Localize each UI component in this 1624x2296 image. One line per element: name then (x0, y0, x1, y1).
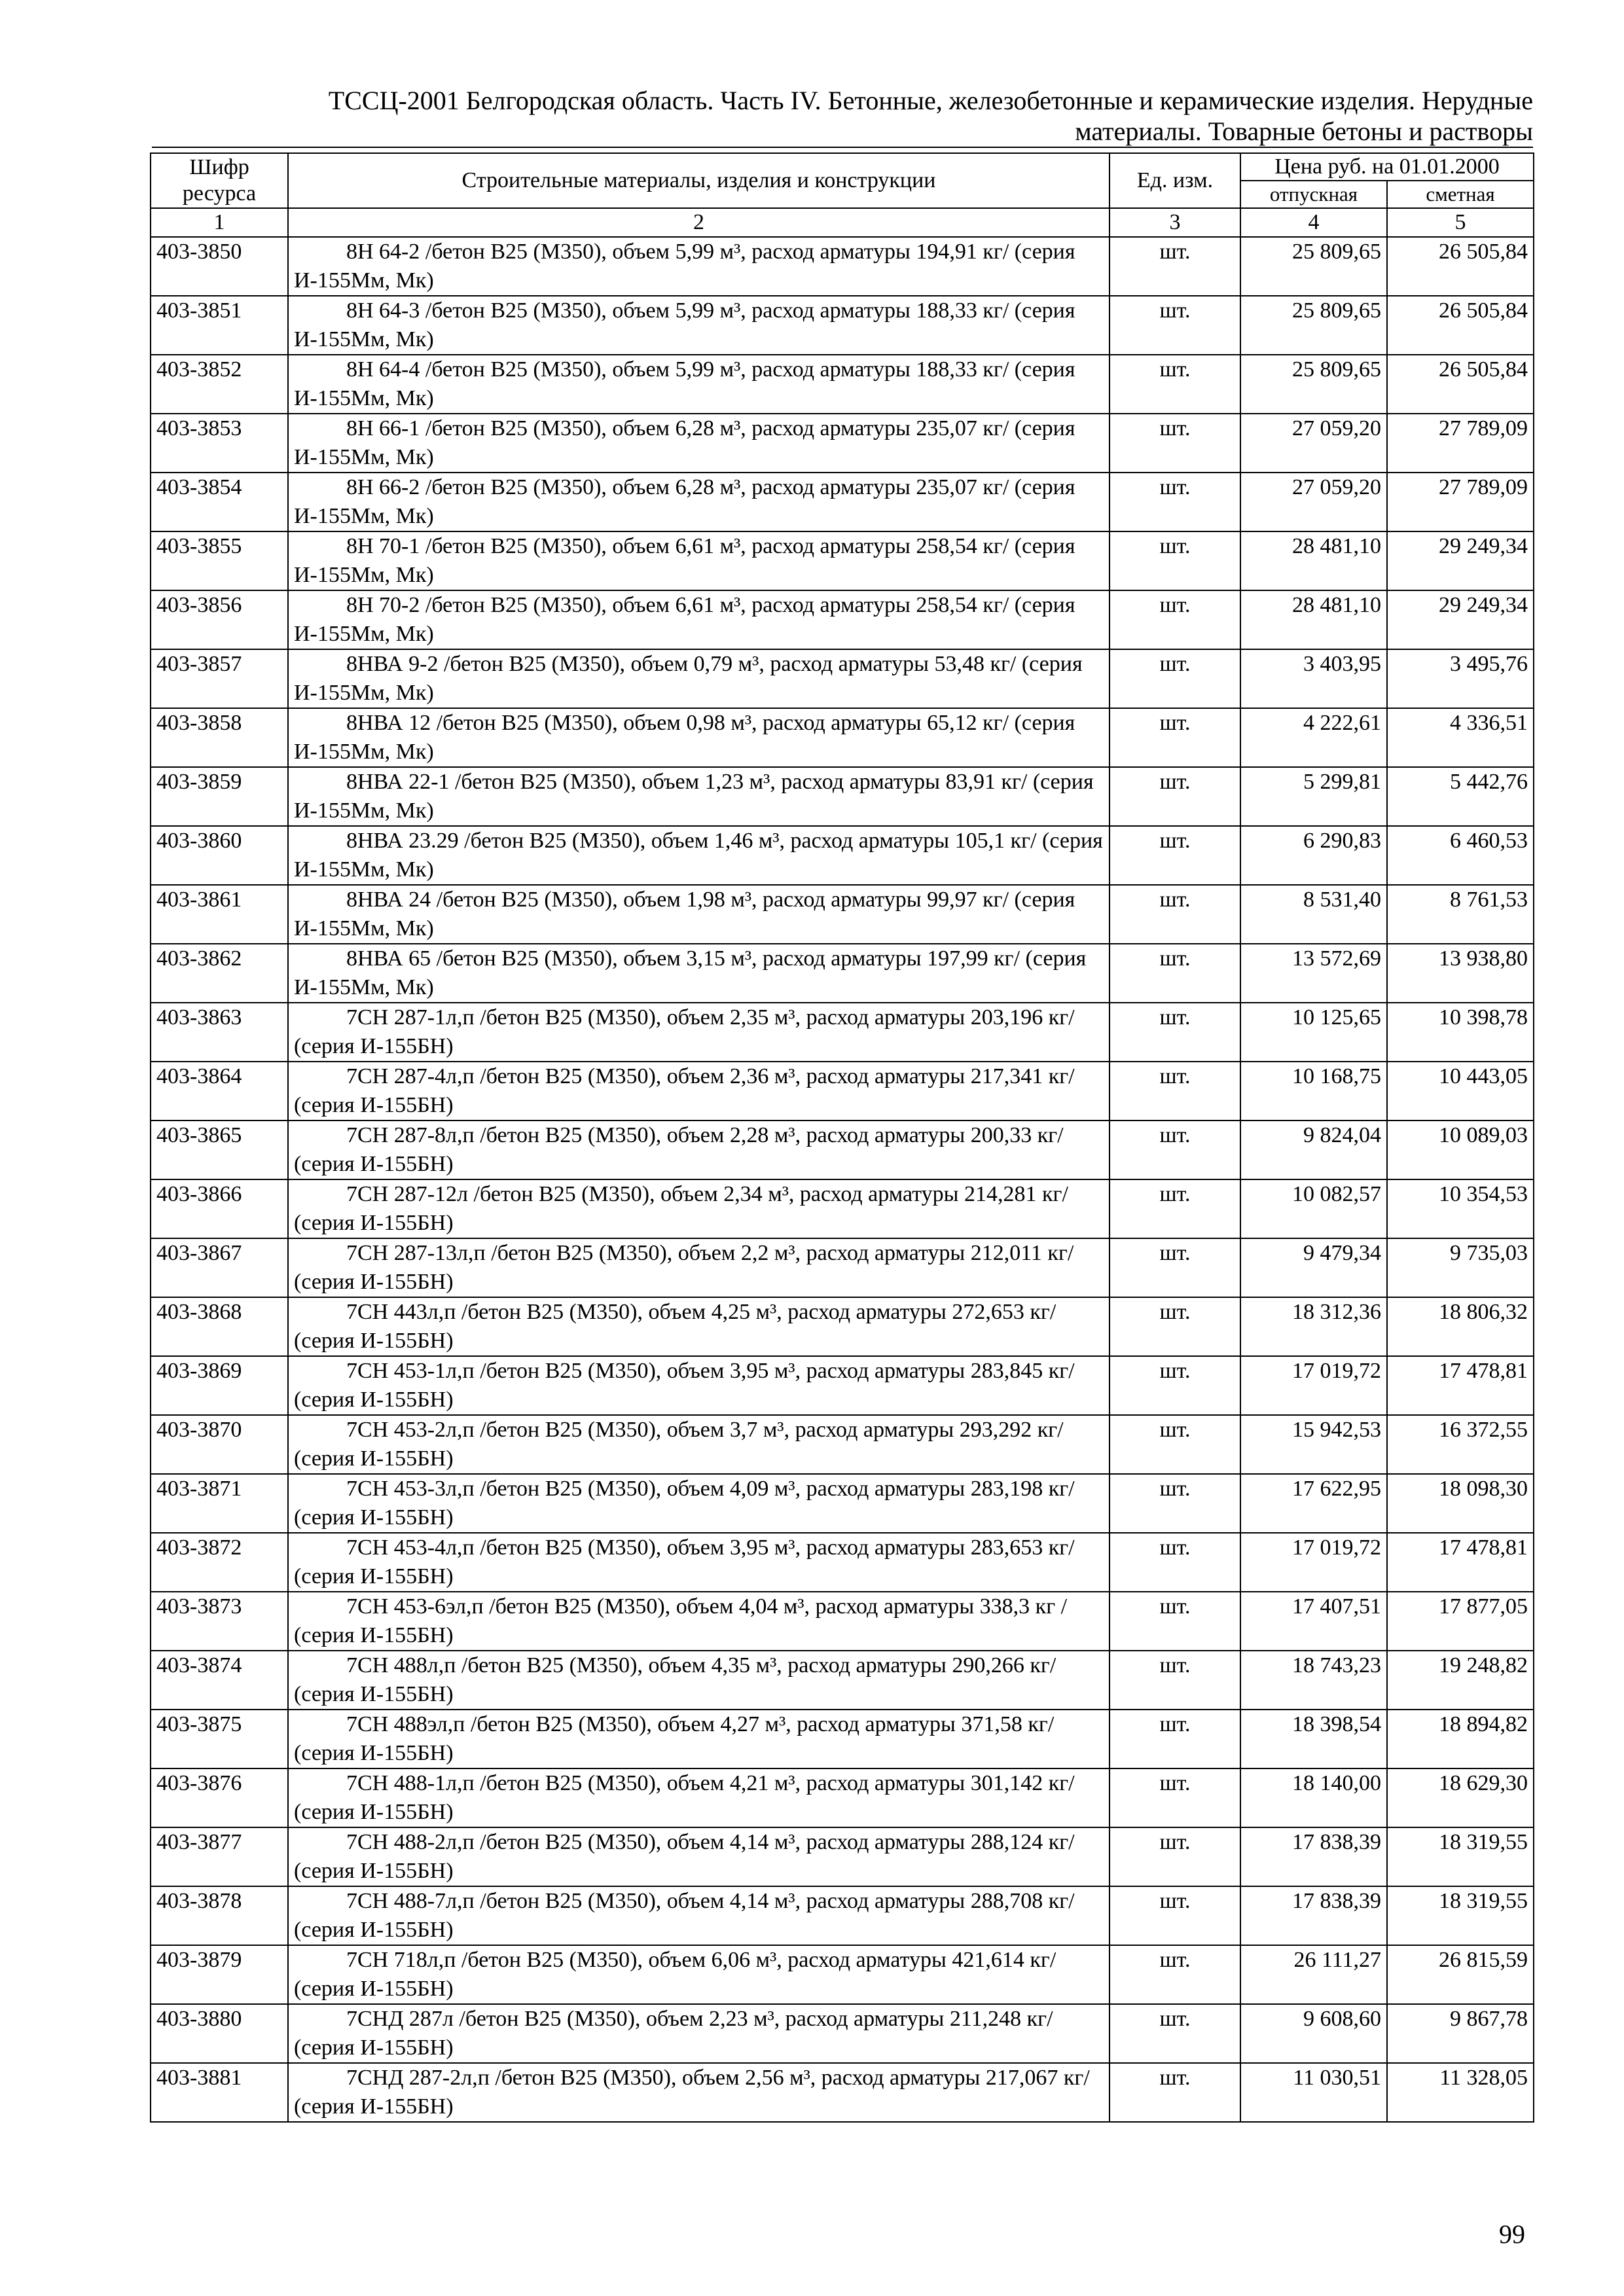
material-name-text: 8Н 64-3 /бетон В25 (М350), объем 5,99 м³, расход арматуры 188,33 кг/ (серия И-155Мм, Мк) (294, 298, 1075, 351)
col-header-code: Шифр ресурса (151, 153, 288, 208)
table-row (151, 826, 1534, 885)
release-price-cell: 17 838,39 (1240, 1886, 1387, 1945)
resource-code-cell: 403-3871 (151, 1474, 288, 1533)
release-price-cell: 17 407,51 (1240, 1592, 1387, 1651)
resource-code-cell: 403-3852 (151, 355, 288, 414)
table-row (151, 355, 1534, 414)
table-row (151, 649, 1534, 708)
release-price-cell: 27 059,20 (1240, 414, 1387, 473)
unit-cell: шт. (1110, 237, 1240, 296)
material-name-text: 7СН 488-7л,п /бетон В25 (М350), объем 4,14 м³, расход арматуры 288,708 кг/ (серия И-155БН) (294, 1889, 1075, 1942)
material-name-text: 7СН 287-13л,п /бетон В25 (М350), объем 2,2 м³, расход арматуры 212,011 кг/ (серия И-155БН) (294, 1241, 1074, 1294)
release-price-cell: 10 168,75 (1240, 1062, 1387, 1121)
material-name-text: 7СН 453-6эл,п /бетон В25 (М350), объем 4,04 м³, расход арматуры 338,3 кг / (серия И-155БН) (294, 1594, 1068, 1647)
resource-code-cell: 403-3863 (151, 1003, 288, 1062)
column-number-row (151, 208, 1534, 237)
table-row (151, 944, 1534, 1003)
release-price-cell: 9 479,34 (1240, 1238, 1387, 1297)
estimate-price-cell: 26 815,59 (1387, 1945, 1534, 2004)
unit-cell: шт. (1110, 296, 1240, 355)
col-number: 4 (1240, 208, 1387, 237)
col-number: 3 (1110, 208, 1240, 237)
material-name-cell (288, 237, 1110, 296)
resource-code-cell: 403-3862 (151, 944, 288, 1003)
material-name-text: 7СН 488л,п /бетон В25 (М350), объем 4,35 м³, расход арматуры 290,266 кг/ (серия И-155БН) (294, 1653, 1056, 1706)
release-price-cell: 3 403,95 (1240, 649, 1387, 708)
material-name-text: 8НВА 9-2 /бетон В25 (М350), объем 0,79 м³, расход арматуры 53,48 кг/ (серия И-155Мм, Мк) (294, 652, 1083, 705)
resource-code-cell: 403-3860 (151, 826, 288, 885)
release-price-cell: 18 743,23 (1240, 1651, 1387, 1710)
resource-code-cell: 403-3881 (151, 2063, 288, 2122)
table-row (151, 237, 1534, 296)
estimate-price-cell: 29 249,34 (1387, 590, 1534, 649)
unit-cell: шт. (1110, 1121, 1240, 1179)
material-name-cell (288, 296, 1110, 355)
resource-code-cell: 403-3874 (151, 1651, 288, 1710)
material-name-text: 7СН 453-1л,п /бетон В25 (М350), объем 3,95 м³, расход арматуры 283,845 кг/ (серия И-155БН) (294, 1359, 1075, 1412)
estimate-price-cell: 17 478,81 (1387, 1533, 1534, 1592)
table-body (151, 237, 1534, 2122)
unit-cell: шт. (1110, 531, 1240, 590)
estimate-price-cell: 6 460,53 (1387, 826, 1534, 885)
resource-code-cell: 403-3870 (151, 1415, 288, 1474)
material-name-text: 8Н 70-1 /бетон В25 (М350), объем 6,61 м³, расход арматуры 258,54 кг/ (серия И-155Мм, Мк) (294, 534, 1075, 587)
unit-cell: шт. (1110, 1474, 1240, 1533)
table-row (151, 531, 1534, 590)
unit-cell: шт. (1110, 826, 1240, 885)
material-name-text: 8НВА 23.29 /бетон В25 (М350), объем 1,46 м³, расход арматуры 105,1 кг/ (серия И-155Мм, Мк) (294, 829, 1103, 882)
material-name-text: 7СН 287-8л,п /бетон В25 (М350), объем 2,28 м³, расход арматуры 200,33 кг/ (серия И-155БН) (294, 1123, 1064, 1176)
material-name-cell (288, 473, 1110, 531)
estimate-price-cell: 18 629,30 (1387, 1768, 1534, 1827)
estimate-price-cell: 10 443,05 (1387, 1062, 1534, 1121)
material-name-text: 8НВА 22-1 /бетон В25 (М350), объем 1,23 м³, расход арматуры 83,91 кг/ (серия И-155Мм, Мк) (294, 770, 1094, 823)
estimate-price-cell: 17 877,05 (1387, 1592, 1534, 1651)
material-name-cell (288, 1710, 1110, 1768)
material-name-text: 7СН 488эл,п /бетон В25 (М350), объем 4,27 м³, расход арматуры 371,58 кг/ (серия И-155БН) (294, 1712, 1055, 1765)
resource-code-cell: 403-3853 (151, 414, 288, 473)
resource-code-cell: 403-3851 (151, 296, 288, 355)
table-row (151, 2063, 1534, 2122)
estimate-price-cell: 16 372,55 (1387, 1415, 1534, 1474)
table-row (151, 1768, 1534, 1827)
estimate-price-cell: 26 505,84 (1387, 237, 1534, 296)
resource-code-cell: 403-3855 (151, 531, 288, 590)
material-name-cell (288, 1356, 1110, 1415)
table-row (151, 1062, 1534, 1121)
unit-cell: шт. (1110, 2004, 1240, 2063)
unit-cell: шт. (1110, 1238, 1240, 1297)
price-table (150, 152, 1534, 2123)
material-name-cell (288, 1945, 1110, 2004)
col-header-unit: Ед. изм. (1110, 153, 1240, 208)
table-row (151, 1592, 1534, 1651)
material-name-text: 7СН 488-1л,п /бетон В25 (М350), объем 4,21 м³, расход арматуры 301,142 кг/ (серия И-155БН) (294, 1771, 1075, 1824)
estimate-price-cell: 10 398,78 (1387, 1003, 1534, 1062)
estimate-price-cell: 9 735,03 (1387, 1238, 1534, 1297)
resource-code-cell: 403-3879 (151, 1945, 288, 2004)
header-line-1: ТССЦ-2001 Белгородская область. Часть IV. Бетонные, железобетонные и керамические изделия. Нерудные (328, 86, 1533, 115)
release-price-cell: 10 082,57 (1240, 1179, 1387, 1238)
resource-code-cell: 403-3859 (151, 767, 288, 826)
material-name-cell (288, 1827, 1110, 1886)
table-row (151, 1179, 1534, 1238)
release-price-cell: 28 481,10 (1240, 531, 1387, 590)
material-name-text: 8Н 66-2 /бетон В25 (М350), объем 6,28 м³, расход арматуры 235,07 кг/ (серия И-155Мм, Мк) (294, 475, 1075, 528)
estimate-price-cell: 18 894,82 (1387, 1710, 1534, 1768)
release-price-cell: 9 824,04 (1240, 1121, 1387, 1179)
release-price-cell: 4 222,61 (1240, 708, 1387, 767)
resource-code-cell: 403-3876 (151, 1768, 288, 1827)
release-price-cell: 9 608,60 (1240, 2004, 1387, 2063)
col-header-price-group: Цена руб. на 01.01.2000 (1240, 153, 1534, 181)
resource-code-cell: 403-3880 (151, 2004, 288, 2063)
unit-cell: шт. (1110, 1592, 1240, 1651)
resource-code-cell: 403-3850 (151, 237, 288, 296)
material-name-cell (288, 826, 1110, 885)
release-price-cell: 17 019,72 (1240, 1533, 1387, 1592)
material-name-cell (288, 1121, 1110, 1179)
material-name-text: 7СН 453-3л,п /бетон В25 (М350), объем 4,09 м³, расход арматуры 283,198 кг/ (серия И-155БН) (294, 1477, 1075, 1530)
material-name-text: 7СН 287-1л,п /бетон В25 (М350), объем 2,35 м³, расход арматуры 203,196 кг/ (серия И-155БН) (294, 1005, 1075, 1058)
unit-cell: шт. (1110, 473, 1240, 531)
resource-code-cell: 403-3878 (151, 1886, 288, 1945)
material-name-text: 8НВА 65 /бетон В25 (М350), объем 3,15 м³, расход арматуры 197,99 кг/ (серия И-155Мм, Мк) (294, 946, 1087, 999)
table-header (151, 153, 1534, 237)
unit-cell: шт. (1110, 1827, 1240, 1886)
material-name-text: 7СН 488-2л,п /бетон В25 (М350), объем 4,14 м³, расход арматуры 288,124 кг/ (серия И-155БН) (294, 1830, 1075, 1883)
release-price-cell: 25 809,65 (1240, 296, 1387, 355)
estimate-price-cell: 8 761,53 (1387, 885, 1534, 944)
material-name-text: 7СНД 287л /бетон В25 (М350), объем 2,23 м³, расход арматуры 211,248 кг/ (серия И-155БН) (294, 2007, 1053, 2060)
release-price-cell: 11 030,51 (1240, 2063, 1387, 2122)
resource-code-cell: 403-3877 (151, 1827, 288, 1886)
table-row (151, 1238, 1534, 1297)
table-row (151, 1945, 1534, 2004)
release-price-cell: 25 809,65 (1240, 355, 1387, 414)
material-name-text: 8Н 64-4 /бетон В25 (М350), объем 5,99 м³, расход арматуры 188,33 кг/ (серия И-155Мм, Мк) (294, 357, 1075, 410)
resource-code-cell: 403-3875 (151, 1710, 288, 1768)
unit-cell: шт. (1110, 414, 1240, 473)
resource-code-cell: 403-3865 (151, 1121, 288, 1179)
estimate-price-cell: 11 328,05 (1387, 2063, 1534, 2122)
estimate-price-cell: 10 089,03 (1387, 1121, 1534, 1179)
material-name-text: 7СН 453-2л,п /бетон В25 (М350), объем 3,7 м³, расход арматуры 293,292 кг/ (серия И-155БН) (294, 1418, 1064, 1471)
material-name-cell (288, 1297, 1110, 1356)
table-row (151, 296, 1534, 355)
material-name-text: 8Н 66-1 /бетон В25 (М350), объем 6,28 м³, расход арматуры 235,07 кг/ (серия И-155Мм, Мк) (294, 416, 1075, 469)
material-name-cell (288, 2004, 1110, 2063)
material-name-cell (288, 590, 1110, 649)
material-name-cell (288, 1062, 1110, 1121)
col-header-name: Строительные материалы, изделия и конструкции (288, 153, 1110, 208)
table-row (151, 1710, 1534, 1768)
release-price-cell: 25 809,65 (1240, 237, 1387, 296)
release-price-cell: 17 838,39 (1240, 1827, 1387, 1886)
material-name-cell (288, 1768, 1110, 1827)
estimate-price-cell: 27 789,09 (1387, 473, 1534, 531)
table-row (151, 590, 1534, 649)
estimate-price-cell: 10 354,53 (1387, 1179, 1534, 1238)
material-name-text: 8Н 70-2 /бетон В25 (М350), объем 6,61 м³, расход арматуры 258,54 кг/ (серия И-155Мм, Мк) (294, 593, 1075, 646)
header-line-2: материалы. Товарные бетоны и растворы (1075, 117, 1533, 146)
estimate-price-cell: 29 249,34 (1387, 531, 1534, 590)
material-name-cell (288, 885, 1110, 944)
unit-cell: шт. (1110, 1297, 1240, 1356)
material-name-text: 8НВА 12 /бетон В25 (М350), объем 0,98 м³, расход арматуры 65,12 кг/ (серия И-155Мм, Мк) (294, 711, 1075, 764)
release-price-cell: 10 125,65 (1240, 1003, 1387, 1062)
resource-code-cell: 403-3868 (151, 1297, 288, 1356)
estimate-price-cell: 3 495,76 (1387, 649, 1534, 708)
material-name-text: 7СН 287-4л,п /бетон В25 (М350), объем 2,36 м³, расход арматуры 217,341 кг/ (серия И-155БН) (294, 1064, 1075, 1117)
table-row (151, 414, 1534, 473)
estimate-price-cell: 18 806,32 (1387, 1297, 1534, 1356)
material-name-text: 7СН 287-12л /бетон В25 (М350), объем 2,34 м³, расход арматуры 214,281 кг/ (серия И-155БН) (294, 1182, 1068, 1235)
material-name-cell (288, 1651, 1110, 1710)
material-name-cell (288, 767, 1110, 826)
table-row (151, 767, 1534, 826)
estimate-price-cell: 13 938,80 (1387, 944, 1534, 1003)
material-name-cell (288, 414, 1110, 473)
table-row (151, 708, 1534, 767)
unit-cell: шт. (1110, 708, 1240, 767)
document-header (152, 85, 1533, 148)
unit-cell: шт. (1110, 1651, 1240, 1710)
col-number: 2 (288, 208, 1110, 237)
table-row (151, 473, 1534, 531)
release-price-cell: 5 299,81 (1240, 767, 1387, 826)
unit-cell: шт. (1110, 649, 1240, 708)
release-price-cell: 18 140,00 (1240, 1768, 1387, 1827)
unit-cell: шт. (1110, 1356, 1240, 1415)
material-name-cell (288, 708, 1110, 767)
material-name-text: 7СН 718л,п /бетон В25 (М350), объем 6,06 м³, расход арматуры 421,614 кг/ (серия И-155БН) (294, 1948, 1056, 2001)
table-row (151, 1003, 1534, 1062)
resource-code-cell: 403-3854 (151, 473, 288, 531)
resource-code-cell: 403-3857 (151, 649, 288, 708)
estimate-price-cell: 4 336,51 (1387, 708, 1534, 767)
unit-cell: шт. (1110, 1768, 1240, 1827)
material-name-cell (288, 649, 1110, 708)
table-row (151, 2004, 1534, 2063)
unit-cell: шт. (1110, 1003, 1240, 1062)
material-name-text: 8НВА 24 /бетон В25 (М350), объем 1,98 м³, расход арматуры 99,97 кг/ (серия И-155Мм, Мк) (294, 888, 1075, 941)
resource-code-cell: 403-3858 (151, 708, 288, 767)
table-row (151, 1651, 1534, 1710)
material-name-cell (288, 2063, 1110, 2122)
estimate-price-cell: 18 098,30 (1387, 1474, 1534, 1533)
unit-cell: шт. (1110, 1945, 1240, 2004)
material-name-cell (288, 355, 1110, 414)
estimate-price-cell: 27 789,09 (1387, 414, 1534, 473)
resource-code-cell: 403-3856 (151, 590, 288, 649)
material-name-text: 8Н 64-2 /бетон В25 (М350), объем 5,99 м³, расход арматуры 194,91 кг/ (серия И-155Мм, Мк) (294, 240, 1075, 293)
table-row (151, 1886, 1534, 1945)
material-name-cell (288, 1886, 1110, 1945)
unit-cell: шт. (1110, 1886, 1240, 1945)
unit-cell: шт. (1110, 1710, 1240, 1768)
table-row (151, 1533, 1534, 1592)
estimate-price-cell: 9 867,78 (1387, 2004, 1534, 2063)
unit-cell: шт. (1110, 1062, 1240, 1121)
material-name-cell (288, 1415, 1110, 1474)
release-price-cell: 17 622,95 (1240, 1474, 1387, 1533)
material-name-cell (288, 1533, 1110, 1592)
release-price-cell: 18 312,36 (1240, 1297, 1387, 1356)
unit-cell: шт. (1110, 355, 1240, 414)
material-name-cell (288, 1592, 1110, 1651)
resource-code-cell: 403-3867 (151, 1238, 288, 1297)
resource-code-cell: 403-3866 (151, 1179, 288, 1238)
material-name-cell (288, 531, 1110, 590)
unit-cell: шт. (1110, 944, 1240, 1003)
table-row (151, 1356, 1534, 1415)
col-header-estimate: сметная (1387, 181, 1534, 208)
unit-cell: шт. (1110, 1179, 1240, 1238)
release-price-cell: 15 942,53 (1240, 1415, 1387, 1474)
estimate-price-cell: 17 478,81 (1387, 1356, 1534, 1415)
material-name-cell (288, 1003, 1110, 1062)
col-number: 5 (1387, 208, 1534, 237)
resource-code-cell: 403-3861 (151, 885, 288, 944)
page-number: 99 (1499, 2219, 1525, 2249)
estimate-price-cell: 18 319,55 (1387, 1827, 1534, 1886)
release-price-cell: 27 059,20 (1240, 473, 1387, 531)
table-row (151, 1474, 1534, 1533)
material-name-cell (288, 1474, 1110, 1533)
table-row (151, 1121, 1534, 1179)
material-name-text: 7СН 443л,п /бетон В25 (М350), объем 4,25 м³, расход арматуры 272,653 кг/ (серия И-155БН) (294, 1300, 1056, 1353)
col-header-release: отпускная (1240, 181, 1387, 208)
material-name-text: 7СН 453-4л,п /бетон В25 (М350), объем 3,95 м³, расход арматуры 283,653 кг/ (серия И-155БН) (294, 1535, 1075, 1588)
resource-code-cell: 403-3869 (151, 1356, 288, 1415)
estimate-price-cell: 26 505,84 (1387, 296, 1534, 355)
release-price-cell: 6 290,83 (1240, 826, 1387, 885)
resource-code-cell: 403-3864 (151, 1062, 288, 1121)
table-row (151, 1297, 1534, 1356)
unit-cell: шт. (1110, 885, 1240, 944)
unit-cell: шт. (1110, 767, 1240, 826)
release-price-cell: 18 398,54 (1240, 1710, 1387, 1768)
release-price-cell: 26 111,27 (1240, 1945, 1387, 2004)
table-row (151, 1415, 1534, 1474)
estimate-price-cell: 18 319,55 (1387, 1886, 1534, 1945)
material-name-cell (288, 1238, 1110, 1297)
table-row (151, 885, 1534, 944)
resource-code-cell: 403-3873 (151, 1592, 288, 1651)
release-price-cell: 17 019,72 (1240, 1356, 1387, 1415)
material-name-cell (288, 944, 1110, 1003)
resource-code-cell: 403-3872 (151, 1533, 288, 1592)
unit-cell: шт. (1110, 1533, 1240, 1592)
release-price-cell: 13 572,69 (1240, 944, 1387, 1003)
unit-cell: шт. (1110, 590, 1240, 649)
material-name-text: 7СНД 287-2л,п /бетон В25 (М350), объем 2,56 м³, расход арматуры 217,067 кг/ (серия И-155БН) (294, 2066, 1090, 2119)
unit-cell: шт. (1110, 1415, 1240, 1474)
col-number: 1 (151, 208, 288, 237)
material-name-cell (288, 1179, 1110, 1238)
estimate-price-cell: 5 442,76 (1387, 767, 1534, 826)
table-row (151, 1827, 1534, 1886)
release-price-cell: 28 481,10 (1240, 590, 1387, 649)
estimate-price-cell: 26 505,84 (1387, 355, 1534, 414)
release-price-cell: 8 531,40 (1240, 885, 1387, 944)
estimate-price-cell: 19 248,82 (1387, 1651, 1534, 1710)
unit-cell: шт. (1110, 2063, 1240, 2122)
